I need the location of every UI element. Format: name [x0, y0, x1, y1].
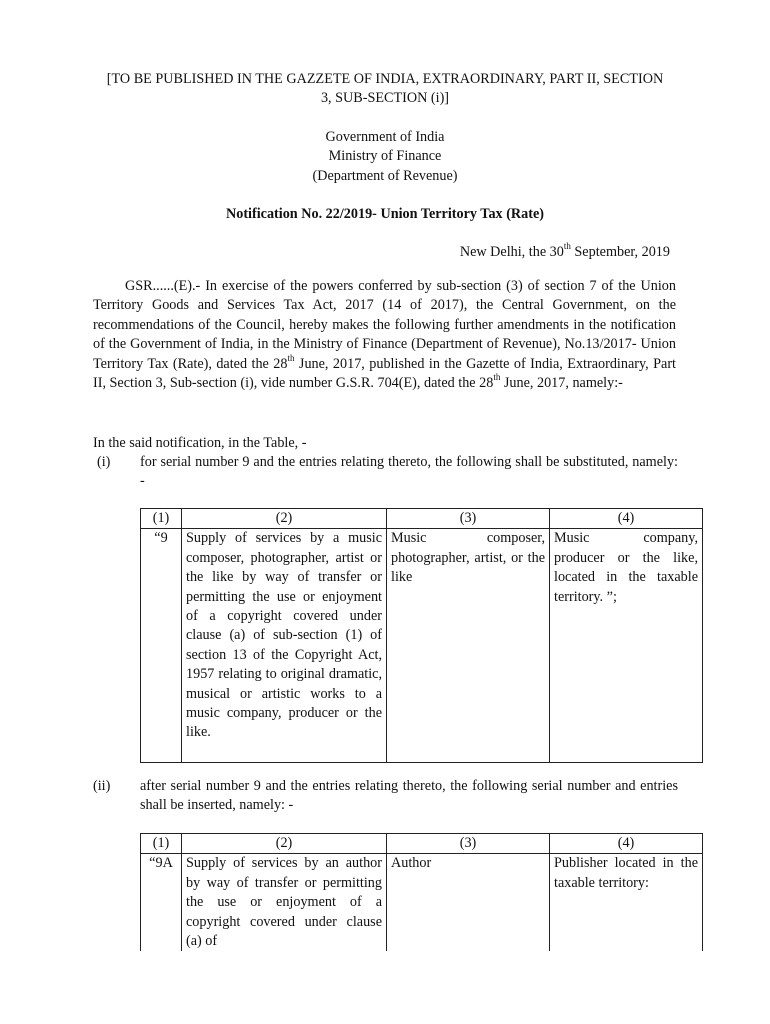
department-name: (Department of Revenue): [312, 167, 458, 184]
table-row: [141, 854, 703, 952]
table-header-cell: (3): [387, 509, 550, 529]
serial-number-cell: “9: [141, 529, 182, 763]
item-i-text: for serial number 9 and the entries relating thereto, the following shall be substituted, namely: -: [140, 454, 678, 490]
table-header-cell: (1): [141, 834, 182, 854]
ministry-name: Ministry of Finance: [328, 148, 442, 165]
table-row: [141, 529, 703, 763]
item-ii-text: after serial number 9 and the entries relating thereto, the following serial number and entries shall be inserted, namely: -: [140, 778, 678, 814]
preamble-text-3: June, 2017, namely:-: [500, 375, 623, 392]
preamble-sup-2: th: [493, 372, 501, 383]
notification-title: Notification No. 22/2019- Union Territory Tax (Rate): [225, 206, 545, 222]
preamble-text-1: In exercise of the powers conferred by sub-section (3) of section 7 of the Union Territory Goods and Services Tax Act, 2017 (14 of 2017), the Central Government, on the recommendations of the Council, hereby makes the following further amendments in the notification of the Government of India, in the Ministry of Finance (Department of Revenue), No.13/2017- Union Territory Tax (Rate), dated the 28: [93, 278, 676, 372]
table-substitution: [140, 508, 703, 763]
publication-header: [60, 70, 710, 109]
item-i-number: (i): [97, 454, 111, 470]
date-sup: th: [563, 241, 571, 252]
preamble-text-2: June, 2017, published in the Gazette of India, Extraordinary, Part II, Section 3, Sub-section (i), vide number G.S.R. 704(E), dated the 28: [93, 355, 676, 392]
serial-number-cell: “9A: [141, 854, 182, 952]
recipient-cell: Publisher located in the taxable territory:: [550, 854, 703, 952]
table-header-row: [141, 834, 703, 854]
table-header-cell: (1): [141, 509, 182, 529]
issuing-authority: [60, 128, 710, 186]
publication-line-1: [TO BE PUBLISHED IN THE GAZZETE OF INDIA, EXTRAORDINARY, PART II, SECTION: [106, 71, 664, 87]
table-header-cell: (2): [182, 834, 387, 854]
supplier-cell: Music composer, photographer, artist, or the like: [387, 529, 550, 763]
table-header-row: [141, 509, 703, 529]
table-header-cell: (2): [182, 509, 387, 529]
government-name: Government of India: [325, 129, 445, 145]
table-header-cell: (3): [387, 834, 550, 854]
recipient-cell: Music company, producer or the like, located in the taxable territory. ”;: [550, 529, 703, 763]
preamble-paragraph: [93, 277, 676, 393]
table-header-cell: (4): [550, 509, 703, 529]
date-prefix: New Delhi, the 30: [459, 244, 564, 260]
table-insertion: [140, 833, 703, 951]
description-cell: Supply of services by an author by way of transfer or permitting the use or enjoyment of a copyright covered under clause (a) of: [182, 854, 387, 952]
table-header-cell: (4): [550, 834, 703, 854]
date-suffix: September, 2019: [570, 244, 670, 260]
preamble-sup-1: th: [287, 352, 295, 363]
description-cell: Supply of services by a music composer, photographer, artist or the like by way of transfer or permitting the use or enjoyment of a copyright covered under clause (a) of sub-section (1) of section 13 of the Copyright Act, 1957 relating to original dramatic, musical or artistic works to a music company, producer or the like.: [182, 529, 387, 763]
publication-line-2: 3, SUB-SECTION (i)]: [320, 90, 450, 107]
gsr-label: GSR......(E).-: [125, 278, 201, 294]
date-line: [460, 243, 670, 262]
item-ii-number: (ii): [93, 778, 111, 794]
supplier-cell: Author: [387, 854, 550, 952]
intro-line: In the said notification, in the Table, -: [93, 435, 307, 451]
